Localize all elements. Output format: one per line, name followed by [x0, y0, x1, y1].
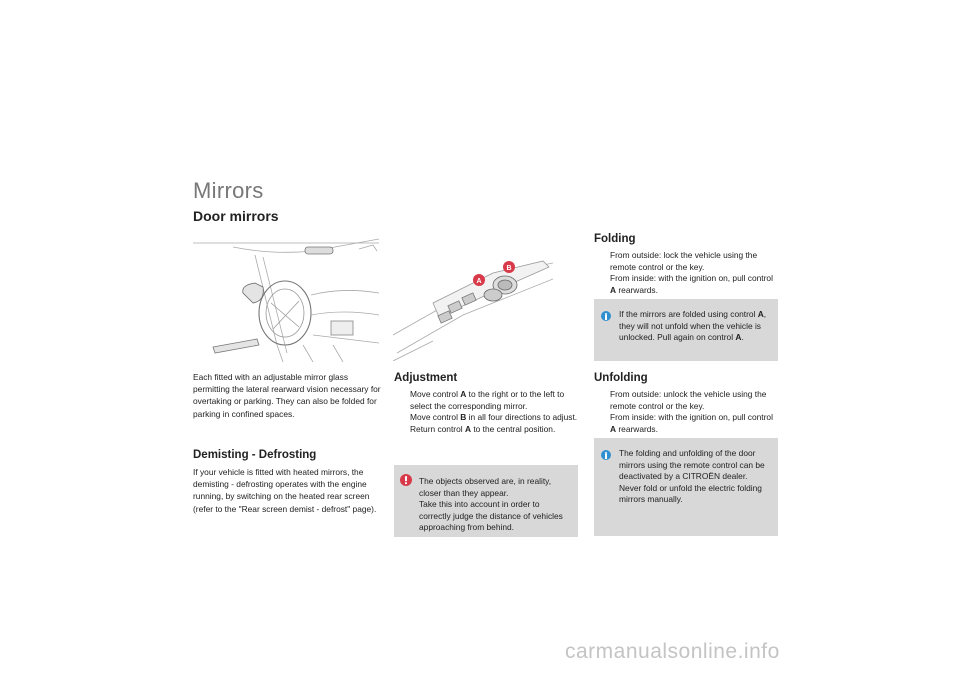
adjustment-item: Return control A to the central position.: [410, 423, 556, 434]
adjustment-heading: Adjustment: [394, 372, 458, 384]
section-title: Door mirrors: [193, 208, 279, 224]
unfolding-list: [594, 389, 780, 435]
folding-item: From outside: lock the vehicle using the remote control or the key.: [610, 250, 758, 272]
warning-icon: [400, 474, 412, 486]
unfolding-info-note-text: The folding and unfolding of the door mirrors using the remote control can be deactivated by a CITROËN dealer. Never fold or unfold the electric folding mirrors manually.: [619, 448, 765, 505]
unfolding-info-note: [594, 438, 778, 536]
car-interior-illustration: [193, 235, 379, 362]
folding-heading: Folding: [594, 233, 636, 245]
adjustment-list: [394, 389, 580, 435]
label-a: A: [476, 278, 482, 285]
folding-item: From inside: with the ignition on, pull control A rearwards.: [610, 273, 773, 295]
adjustment-item: Move control B in all four directions to adjust.: [410, 412, 578, 422]
watermark: carmanualsonline.info: [565, 640, 780, 663]
folding-list: [594, 250, 780, 296]
door-control-illustration: [393, 243, 553, 361]
warning-note-text: The objects observed are, in reality, closer than they appear. Take this into account in order to correctly judge the distance of vehicles approaching from behind.: [419, 476, 563, 533]
intro-text: Each fitted with an adjustable mirror glass permitting the lateral rearward vision necessary for overtaking or parking. They can also be folded for parking in confined spaces.: [193, 372, 381, 419]
page-title: Mirrors: [193, 178, 264, 203]
unfolding-item: From outside: unlock the vehicle using the remote control or the key.: [610, 389, 767, 411]
folding-info-note: [594, 299, 778, 361]
info-icon: [601, 311, 611, 321]
label-b: B: [506, 265, 512, 272]
demisting-text: If your vehicle is fitted with heated mirrors, the demisting - defrosting operates with the engine running, by switching on the heated rear screen (refer to the "Rear screen demist - defrost" page).: [193, 467, 377, 514]
unfolding-heading: Unfolding: [594, 372, 648, 384]
unfolding-item: From inside: with the ignition on, pull control A rearwards.: [610, 412, 773, 434]
adjustment-item: Move control A to the right or to the left to select the corresponding mirror.: [410, 389, 565, 411]
warning-note: [394, 465, 578, 537]
demisting-heading: Demisting - Defrosting: [193, 449, 317, 461]
folding-info-note-text: If the mirrors are folded using control A, they will not unfold when the vehicle is unlocked. Pull again on control A.: [619, 309, 767, 343]
info-icon: [601, 450, 611, 460]
